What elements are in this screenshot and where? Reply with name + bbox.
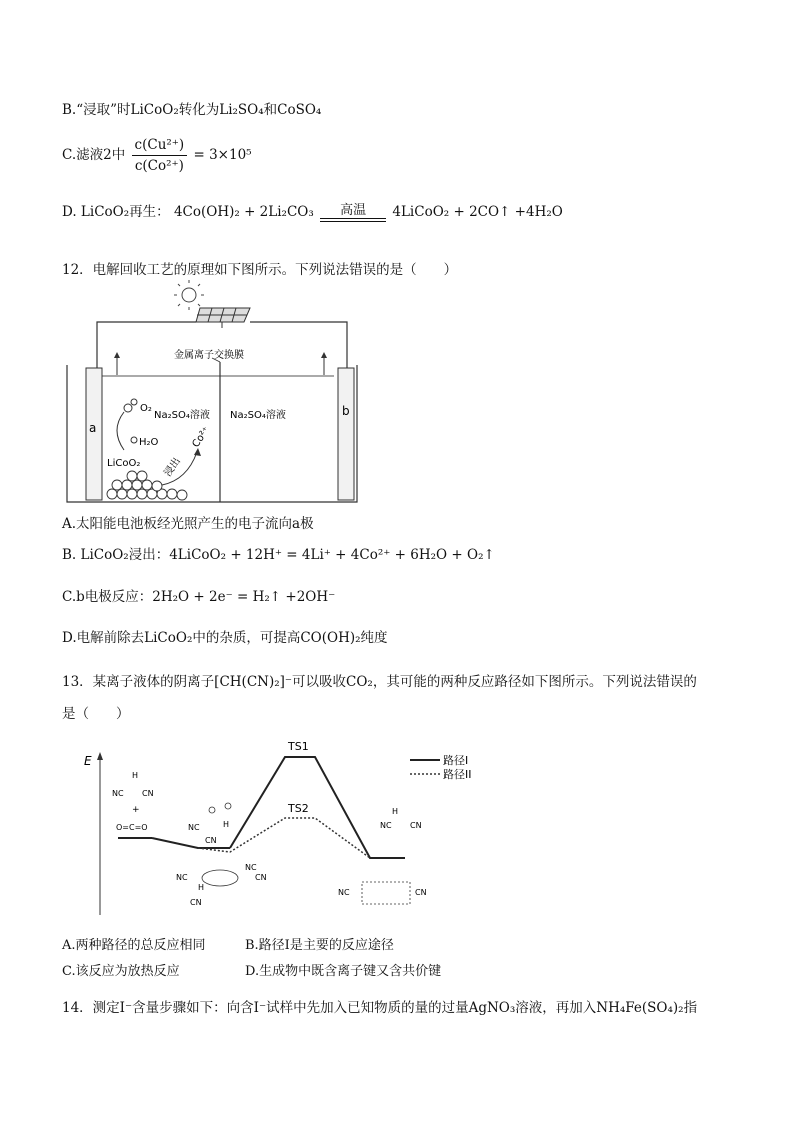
tank bbox=[67, 365, 357, 502]
reactant-plus: + bbox=[132, 805, 140, 815]
q12-option-a: A.太阳能电池板经光照产生的电子流向a极 bbox=[62, 516, 314, 532]
electrode-a-label: a bbox=[89, 421, 97, 435]
ts1-label: TS1 bbox=[288, 740, 309, 753]
intermediate-cn: CN bbox=[205, 836, 217, 845]
dimer-ring bbox=[202, 870, 238, 886]
licoo2-label: LiCoO₂ bbox=[107, 458, 141, 469]
q11-option-d bbox=[62, 200, 563, 222]
reactant-h: H bbox=[132, 771, 139, 780]
product-h: H bbox=[392, 807, 399, 816]
legend-label-1: 路径I bbox=[443, 754, 469, 767]
q13-stem-line1: 13．某离子液体的阴离子[CH(CN)₂]⁻可以吸收CO₂，其可能的两种反应路径如下图所示。下列说法错误的 bbox=[62, 674, 697, 690]
h2o-label: H₂O bbox=[139, 437, 159, 448]
left-solution-label: Na₂SO₄溶液 bbox=[154, 410, 210, 421]
intermediate-h: H bbox=[223, 820, 230, 829]
electrode-b bbox=[338, 368, 354, 500]
legend-label-2: 路径II bbox=[443, 768, 472, 781]
wire-left bbox=[97, 322, 196, 368]
q12-option-d: D.电解前除去LiCoO₂中的杂质，可提高CO(OH)₂纯度 bbox=[62, 630, 388, 646]
cycle-arrow bbox=[117, 412, 124, 450]
ts2-label: TS2 bbox=[288, 802, 309, 815]
q11-option-d-right: 4LiCoO₂ + 2CO↑ +4H₂O bbox=[392, 204, 563, 220]
membrane-label: 金属离子交换膜 bbox=[174, 350, 244, 361]
q13-option-a: A.两种路径的总反应相同 bbox=[62, 938, 206, 953]
dimer-nc-right: NC bbox=[245, 863, 257, 872]
leach-label: 浸出 bbox=[162, 456, 183, 479]
q14-stem: 14．测定I⁻含量步骤如下：向含I⁻试样中先加入已知物质的量的过量AgNO₃溶液，再加入NH₄Fe(SO₄)₂指 bbox=[62, 1000, 698, 1016]
path-1-line bbox=[230, 757, 405, 858]
reactant-cn: CN bbox=[142, 789, 154, 798]
dimer-cn-right: CN bbox=[255, 873, 267, 882]
condition-text: 高温 bbox=[340, 202, 367, 218]
q13-option-c: C.该反应为放热反应 bbox=[62, 964, 180, 979]
fraction-denominator: c(Co²⁺) bbox=[134, 158, 184, 174]
q11-option-d-prefix: D. LiCoO₂再生： bbox=[62, 204, 170, 220]
reactant-nc: NC bbox=[112, 789, 124, 798]
q11-option-c-suffix: = 3×10⁵ bbox=[193, 147, 252, 163]
q11-option-c-prefix: C.滤液2中 bbox=[62, 147, 126, 163]
electrode-b-label: b bbox=[342, 404, 350, 418]
wire-right bbox=[250, 322, 347, 368]
dimer-h-left: H bbox=[198, 883, 205, 892]
energy-profile-figure bbox=[80, 730, 480, 925]
axis-label-e: E bbox=[84, 754, 92, 768]
q13-option-b: B.路径Ⅰ是主要的反应途径 bbox=[245, 938, 394, 953]
co-ion-label: Co²⁺ bbox=[190, 425, 213, 450]
q12-stem: 12．电解回收工艺的原理如下图所示。下列说法错误的是（ ） bbox=[62, 262, 458, 278]
q12-option-b: B. LiCoO₂浸出：4LiCoO₂ + 12H⁺ = 4Li⁺ + 4Co²⁺ + 6H₂O + O₂↑ bbox=[62, 547, 495, 563]
fraction-numerator: c(Cu²⁺) bbox=[132, 137, 188, 156]
product-nc: NC bbox=[380, 821, 392, 830]
path-1-start bbox=[152, 838, 230, 848]
sun-icon bbox=[174, 280, 204, 310]
reactant-co2: O=C=O bbox=[116, 823, 148, 832]
q13-stem-line2: 是（ ） bbox=[62, 706, 130, 722]
q11-option-b: B.“浸取”时LiCoO₂转化为Li₂SO₄和CoSO₄ bbox=[62, 102, 322, 118]
solar-panel-icon bbox=[196, 308, 250, 328]
dimer-cn-left: CN bbox=[190, 898, 202, 907]
o2-label: O₂ bbox=[140, 403, 152, 414]
right-solution-label: Na₂SO₄溶液 bbox=[230, 410, 286, 421]
q13-option-d: D.生成物中既含离子键又含共价键 bbox=[245, 964, 442, 979]
intermediate-nc: NC bbox=[188, 823, 200, 832]
equals-bar bbox=[320, 218, 386, 222]
q12-option-c: C.b电极反应：2H₂O + 2e⁻ = H₂↑ +2OH⁻ bbox=[62, 589, 336, 605]
concentration-fraction bbox=[132, 137, 188, 174]
product-dimer-cn: CN bbox=[415, 888, 427, 897]
q11-option-d-left: 4Co(OH)₂ + 2Li₂CO₃ bbox=[173, 204, 314, 220]
product-dimer-nc: NC bbox=[338, 888, 350, 897]
licoo2-particles bbox=[107, 471, 187, 500]
q11-option-c bbox=[62, 137, 252, 174]
product-dimer-ring bbox=[362, 882, 410, 904]
dimer-nc-left: NC bbox=[176, 873, 188, 882]
product-cn: CN bbox=[410, 821, 422, 830]
electrolysis-figure bbox=[62, 280, 362, 505]
reaction-condition bbox=[320, 204, 386, 222]
